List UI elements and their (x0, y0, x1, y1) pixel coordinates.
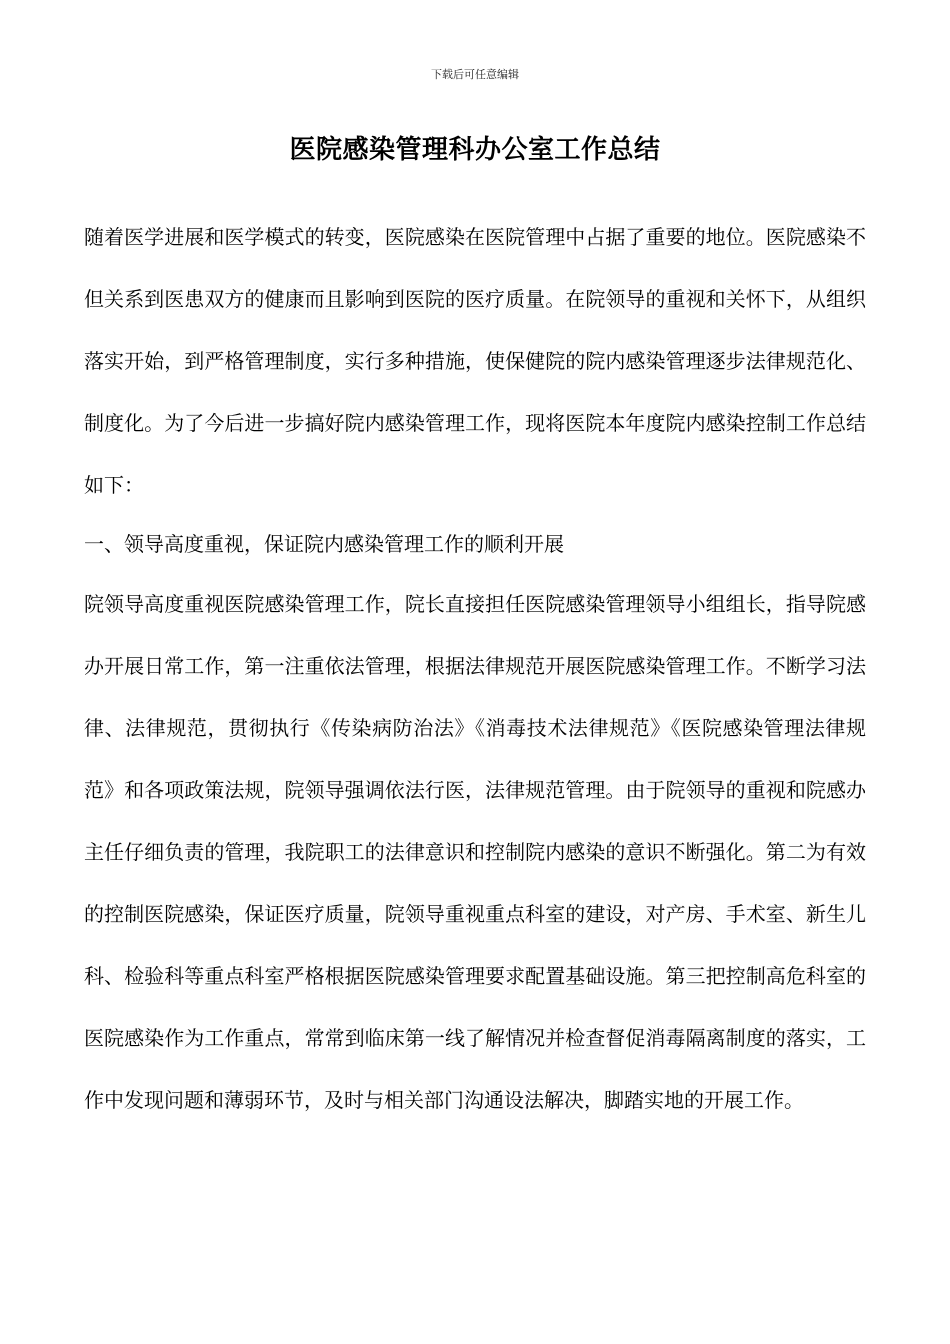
section-paragraph: 院领导高度重视医院感染管理工作，院长直接担任医院感染管理领导小组组长，指导院感办开展日常工作，第一注重依法管理，根据法律规范开展医院感染管理工作。不断学习法律、法律规范，贯彻执行《传染病防治法》《消毒技术法律规范》《医院感染管理法律规范》和各项政策法规，院领导强调依法行医，法律规范管理。由于院领导的重视和院感办主任仔细负责的管理，我院职工的法律意识和控制院内感染的意识不断强化。第二为有效的控制医院感染，保证医疗质量，院领导重视重点科室的建设，对产房、手术室、新生儿科、检验科等重点科室严格根据医院感染管理要求配置基础设施。第三把控制高危科室的医院感染作为工作重点，常常到临床第一线了解情况并检查督促消毒隔离制度的落实，工作中发现问题和薄弱环节，及时与相关部门沟通设法解决，脚踏实地的开展工作。 (84, 592, 866, 1112)
header-note: 下载后可任意编辑 (431, 68, 519, 81)
document-title: 医院感染管理科办公室工作总结 (289, 135, 661, 165)
section-heading: 一、领导高度重视，保证院内感染管理工作的顺利开展 (84, 532, 564, 556)
intro-paragraph: 随着医学进展和医学模式的转变，医院感染在医院管理中占据了重要的地位。医院感染不但关系到医患双方的健康而且影响到医院的医疗质量。在院领导的重视和关怀下，从组织落实开始，到严格管理制度，实行多种措施，使保健院的院内感染管理逐步法律规范化、制度化。为了今后进一步搞好院内感染管理工作，现将医院本年度院内感染控制工作总结如下： (84, 225, 866, 497)
